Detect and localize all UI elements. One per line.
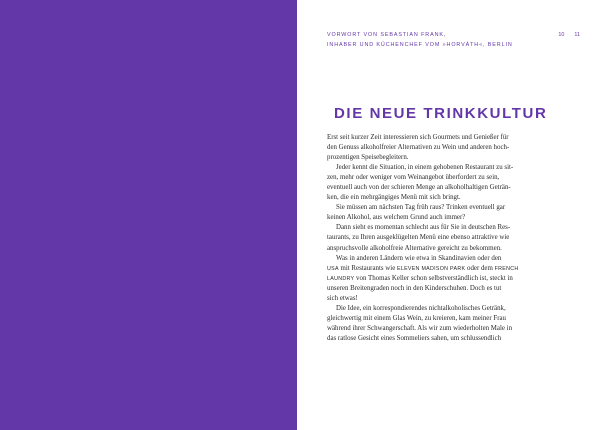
- text-line: den Genuss alkoholfreier Alternativen zu Wein und anderen hoch-: [327, 144, 510, 152]
- text-line: Die Idee, ein korrespondierendes nichtalkoholisches Getränk,: [336, 304, 506, 312]
- running-head-line-2: INHABER UND KÜCHENCHEF VOM »HORVÁTH«, BERLIN: [327, 42, 513, 48]
- text-line: das ratlose Gesicht eines Sommeliers sahen, um schlussendlich: [327, 334, 502, 342]
- page-number-left: 10: [558, 32, 565, 38]
- text-line: keinen Alkohol, aus welchem Grund auch immer?: [327, 214, 466, 222]
- text-line: Jeder kennt die Situation, in einem gehobenen Restaurant zu sit-: [336, 164, 514, 172]
- text-line: sich etwas!: [327, 294, 358, 302]
- right-page: [297, 0, 594, 430]
- text-line: [327, 274, 530, 284]
- small-caps-laundry: LAUNDRY: [327, 275, 355, 282]
- text-line: Dann sieht es momentan schlecht aus für Sie in deutschen Res-: [336, 224, 511, 232]
- running-head: [327, 30, 513, 50]
- text-line: unseren Breitengraden noch in den Kinderschuhen. Doch es tut: [327, 284, 502, 292]
- running-head-line-1: VORWORT VON SEBASTIAN FRANK,: [327, 32, 447, 38]
- chapter-title: DIE NEUE TRINKKULTUR: [334, 105, 548, 122]
- page-number-right: 11: [574, 32, 580, 38]
- text-line: [327, 264, 530, 274]
- text-line: prozentigen Speisebegleitern.: [327, 154, 409, 162]
- small-caps-usa: USA: [327, 265, 339, 272]
- text-line: gleichwertig mit einem Glas Wein, zu kreieren, kam meiner Frau: [327, 314, 506, 322]
- small-caps-french: FRENCH: [494, 265, 519, 272]
- text-line: zen, mehr oder weniger vom Weinangebot überfordert zu sein,: [327, 174, 500, 182]
- text-line: Sie müssen am nächsten Tag früh raus? Trinken eventuell gar: [336, 204, 506, 212]
- text-line: Was in anderen Ländern wie etwa in Skandinavien oder den: [336, 254, 502, 262]
- small-caps-restaurant-name: ELEVEN MADISON PARK: [396, 265, 466, 272]
- text-line: eventuell auch von der schieren Menge an alkoholhaltigen Geträn-: [327, 184, 511, 192]
- body-text: [327, 133, 530, 344]
- text-line: ken, die ein mehrgängiges Menü mit sich bringt.: [327, 194, 461, 202]
- text-line: während ihrer Schwangerschaft. Als wir zum wiederholten Male in: [327, 324, 513, 332]
- text-line: anspruchsvolle alkoholfreie Alternative gereicht zu bekommen.: [327, 244, 502, 252]
- text-fragment: mit Restaurants wie: [338, 264, 397, 272]
- text-fragment: von Thomas Keller schon selbstverständlich ist, steckt in: [354, 274, 513, 282]
- text-fragment: oder dem: [465, 264, 495, 272]
- page-numbers: [558, 30, 580, 40]
- text-line: taurants, zu Ihren ausgeklügelten Menü eine ebenso attraktive wie: [327, 234, 510, 242]
- text-line: Erst seit kurzer Zeit interessieren sich Gourmets und Genießer für: [327, 134, 509, 141]
